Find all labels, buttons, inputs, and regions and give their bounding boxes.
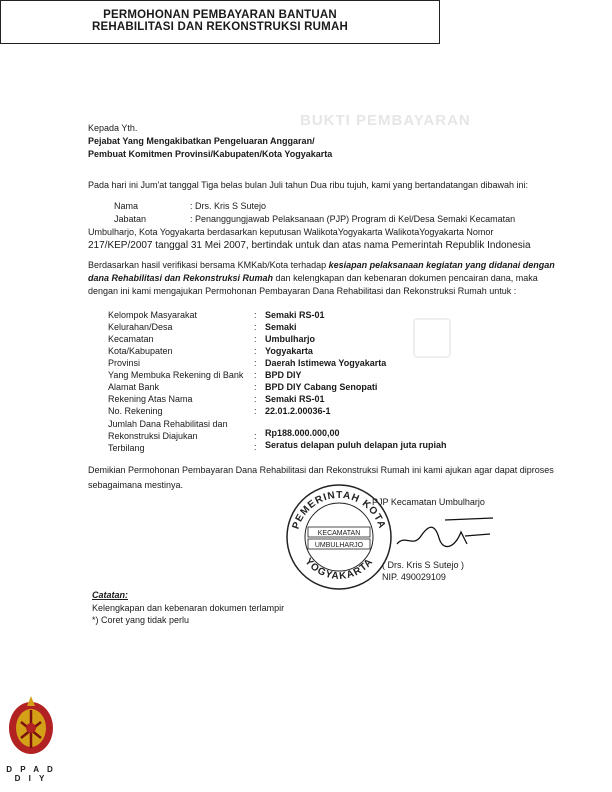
bleedthrough-text: BUKTI PEMBAYARAN [300,112,471,129]
amount-words-colon: : [254,442,257,452]
signer-position-label: Jabatan [114,214,147,224]
amount-label-1: Jumlah Dana Rehabilitasi dan [108,419,228,429]
amount-words: Seratus delapan puluh delapan juta rupiah [265,440,447,450]
body-line-2-text: dan kelengkapan dan kebenaran dokumen pencairan dana, maka [273,273,538,283]
logo-line-1: D P A D [6,765,56,774]
closing-line-1: Demikian Permohonan Pembayaran Dana Rehabilitasi dan Rekonstruksi Rumah ini kami ajukan agar dapat diproses [88,465,554,475]
title-line-2: REHABILITASI DAN REKONSTRUKSI RUMAH [92,21,348,33]
field-colon: : [254,370,257,380]
field-value: BPD DIY Cabang Senopati [265,382,378,392]
field-label: Alamat Bank [108,382,160,392]
field-value: Yogyakarta [265,346,313,356]
field-value: Semaki RS-01 [265,394,325,404]
amount-colon: : [254,431,257,441]
body-line-3: dengan ini kami mengajukan Permohonan Pembayaran Dana Rehabilitasi dan Rekonstruksi Rumah untuk : [88,286,517,296]
field-label: Rekening Atas Nama [108,394,193,404]
signer-position-value: : Penanggungjawab Pelaksanaan (PJP) Program di Kel/Desa Semaki Kecamatan [190,214,516,224]
field-label: Kelurahan/Desa [108,322,173,332]
field-value: Daerah Istimewa Yogyakarta [265,358,387,368]
signature-nip: NIP. 490029109 [382,572,446,582]
field-colon: : [254,394,257,404]
stamp-graphic [284,482,394,592]
field-label: Yang Membuka Rekening di Bank [108,370,244,380]
field-colon: : [254,358,257,368]
closing-line-2: sebagaimana mestinya. [88,480,184,490]
field-label: Kota/Kabupaten [108,346,173,356]
recipient-line-2: Pembuat Komitmen Provinsi/Kabupaten/Kota Yogyakarta [88,149,333,159]
amount-label-2: Rekonstruksi Diajukan [108,431,198,441]
field-colon: : [254,346,257,356]
signer-position-line-2: Umbulharjo, Kota Yogyakarta berdasarkan keputusan WalikotaYogyakarta WalikotaYogyakarta Nomor [88,227,494,237]
signature-role: PJP Kecamatan Umbulharjo [372,497,485,507]
intro-paragraph: Pada hari ini Jum'at tanggal Tiga belas bulan Juli tahun Dua ribu tujuh, kami yang bertandatangan dibawah ini: [88,180,529,190]
bleedthrough-mark [413,318,451,358]
field-colon: : [254,382,257,392]
body-line-1 [88,260,555,270]
signer-name-label: Nama [114,201,139,211]
stamp-center-2: UMBULHARJO [314,542,364,549]
svg-text:PEMERINTAH KOTA [291,490,388,531]
body-line-2-emphasis: dana Rehabilitasi dan Rekonstruksi Rumah [88,273,274,283]
field-label: No. Rekening [108,406,163,416]
signer-position-line-3: 217/KEP/2007 tanggal 31 Mei 2007, bertindak untuk dan atas nama Pemerintah Republik Indonesia [88,240,531,251]
field-label: Kecamatan [108,334,154,344]
stamp-center-1: KECAMATAN [317,530,361,537]
signature-scribble [395,514,495,554]
notes-line-2: *) Coret yang tidak perlu [92,615,190,625]
field-value: BPD DIY [265,370,302,380]
svg-text:YOGYAKARTA [302,556,375,582]
official-stamp [284,482,394,592]
stamp-top-text: PEMERINTAH KOTA [290,489,388,531]
amount-value: Rp188.000.000,00 [265,428,340,438]
signer-name-value: : Drs. Kris S Sutejo [190,201,267,211]
dpad-logo [2,688,60,788]
field-colon: : [254,334,257,344]
notes-line-1: Kelengkapan dan kebenaran dokumen terlampir [92,603,285,613]
body-line-1-emphasis: kesiapan pelaksanaan kegiatan yang didanai dengan [328,260,555,270]
field-value: 22.01.2.00036-1 [265,406,331,416]
dpad-emblem-icon [2,688,60,758]
field-colon: : [254,310,257,320]
signature-name: ( Drs. Kris S Sutejo ) [382,560,465,570]
body-line-2 [88,273,538,283]
document-title-box [0,0,440,44]
field-value: Semaki RS-01 [265,310,325,320]
amount-label-3: Terbilang [108,443,145,453]
field-colon: : [254,322,257,332]
field-value: Umbulharjo [265,334,316,344]
field-label: Kelompok Masyarakat [108,310,198,320]
body-line-1-text: Berdasarkan hasil verifikasi bersama KMKab/Kota terhadap [88,260,329,270]
field-label: Provinsi [108,358,141,368]
notes-heading: Catatan: [92,590,129,600]
title-line-1: PERMOHONAN PEMBAYARAN BANTUAN [103,9,337,21]
logo-line-2: D I Y [14,774,48,783]
recipient-line-1: Pejabat Yang Mengakibatkan Pengeluaran Anggaran/ [88,136,315,146]
salutation: Kepada Yth. [88,123,138,133]
field-colon: : [254,406,257,416]
field-value: Semaki [265,322,297,332]
stamp-bottom-text: YOGYAKARTA [302,556,376,583]
